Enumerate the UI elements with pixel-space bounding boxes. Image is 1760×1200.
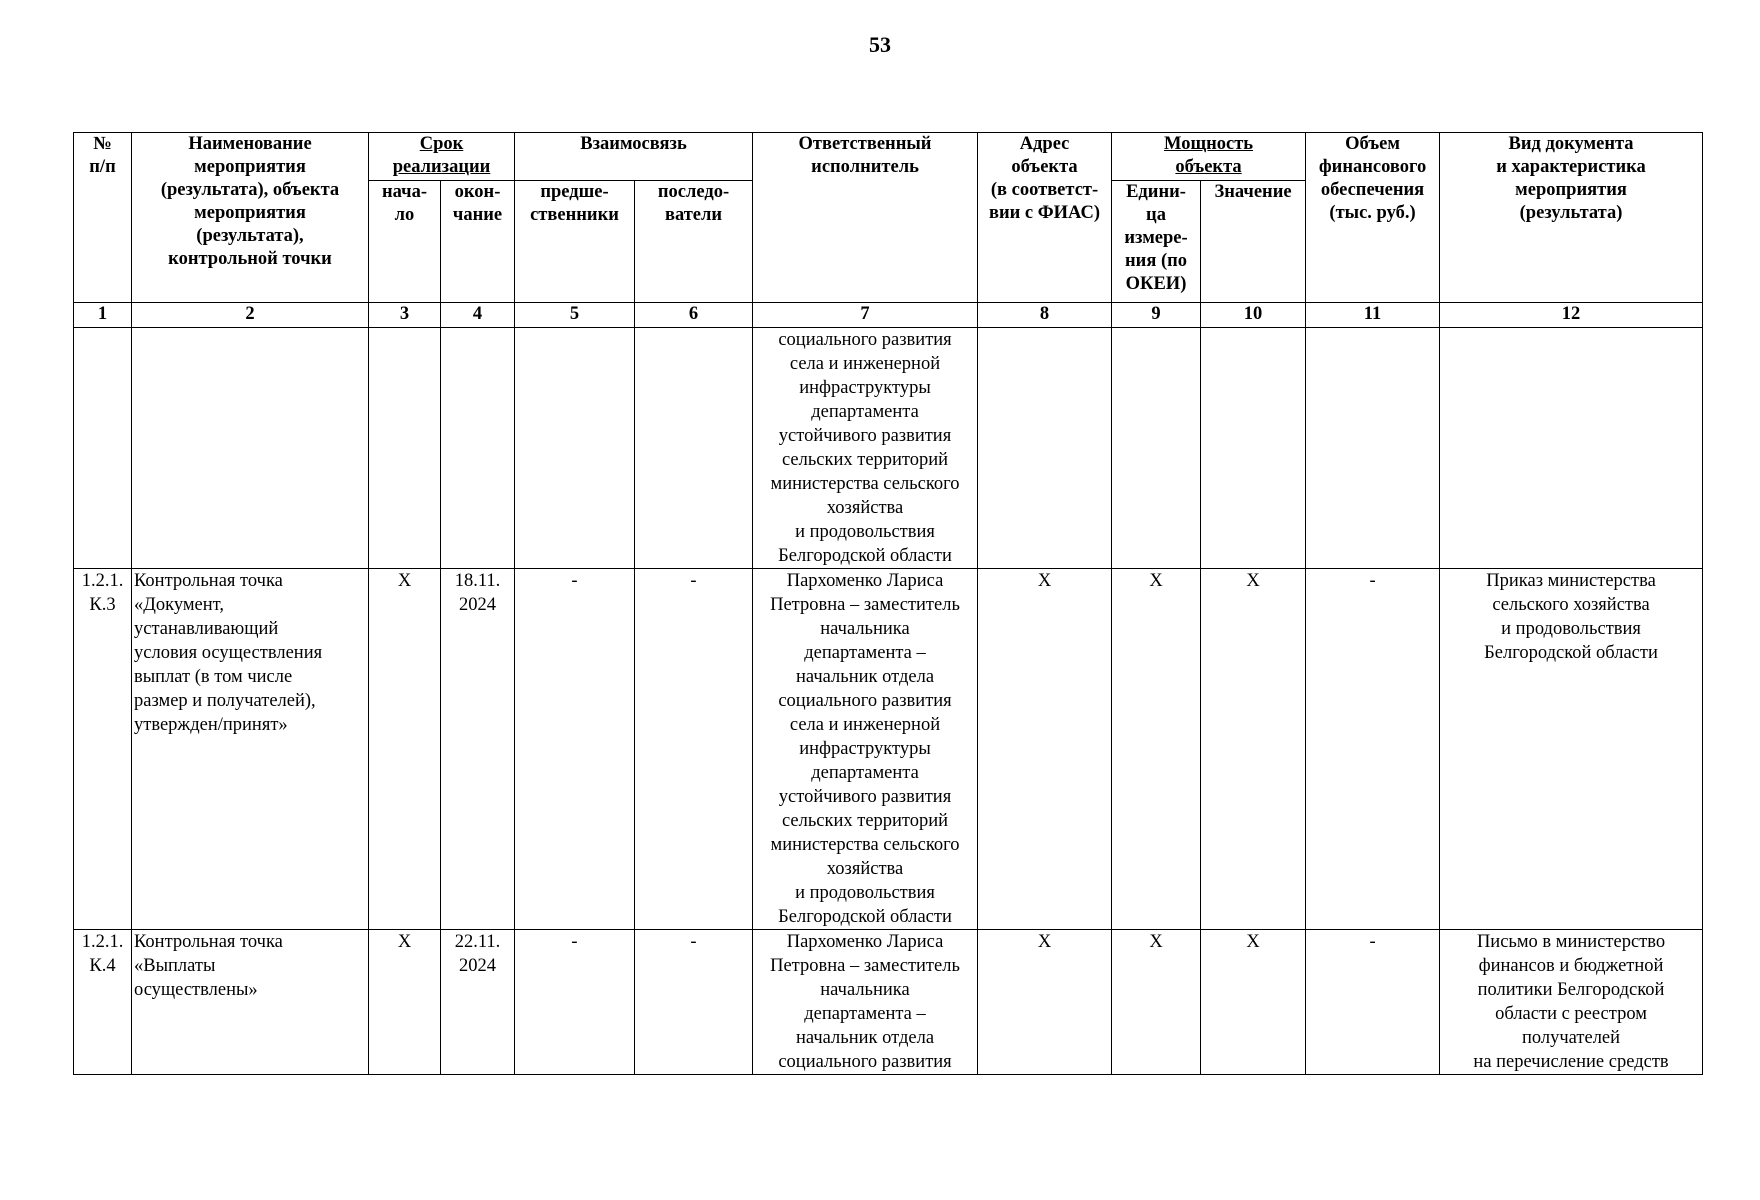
header-obem: Объем финансового обеспечения (тыс. руб.) xyxy=(1306,133,1440,303)
cell-edin: Х xyxy=(1112,930,1201,1075)
col-number: 2 xyxy=(132,303,369,328)
header-vid: Вид документа и характеристика мероприятия (результата) xyxy=(1440,133,1703,303)
cell-vid: Письмо в министерство финансов и бюджетной политики Белгородской области с реестром получателей на перечисление средств xyxy=(1440,930,1703,1075)
cell-obem xyxy=(1306,328,1440,569)
cell-adres: Х xyxy=(978,569,1112,930)
cell-posl xyxy=(635,328,753,569)
cell-adres: Х xyxy=(978,930,1112,1075)
col-number: 5 xyxy=(515,303,635,328)
cell-start xyxy=(369,328,441,569)
cell-vid: Приказ министерства сельского хозяйства и продовольствия Белгородской области xyxy=(1440,569,1703,930)
cell-otv: социального развития села и инженерной инфраструктуры департамента устойчивого развития сельских территорий министерства сельского хозяйства и продовольствия Белгородской области xyxy=(753,328,978,569)
cell-obem: - xyxy=(1306,930,1440,1075)
cell-name xyxy=(132,328,369,569)
cell-num: 1.2.1. К.3 xyxy=(74,569,132,930)
cell-znach xyxy=(1201,328,1306,569)
cell-num: 1.2.1. К.4 xyxy=(74,930,132,1075)
col-number: 6 xyxy=(635,303,753,328)
cell-start: Х xyxy=(369,569,441,930)
cell-start: Х xyxy=(369,930,441,1075)
cell-obem: - xyxy=(1306,569,1440,930)
cell-pred: - xyxy=(515,569,635,930)
header-start: нача- ло xyxy=(369,181,441,303)
col-number: 10 xyxy=(1201,303,1306,328)
col-number: 1 xyxy=(74,303,132,328)
cell-end xyxy=(441,328,515,569)
page-number: 53 xyxy=(869,32,891,57)
col-number: 9 xyxy=(1112,303,1201,328)
header-num: № п/п xyxy=(74,133,132,303)
cell-end: 18.11. 2024 xyxy=(441,569,515,930)
cell-vid xyxy=(1440,328,1703,569)
col-number: 12 xyxy=(1440,303,1703,328)
header-pred: предше- ственники xyxy=(515,181,635,303)
cell-pred xyxy=(515,328,635,569)
header-posl: последо- ватели xyxy=(635,181,753,303)
header-name: Наименование мероприятия (результата), объекта мероприятия (результата), контрольной точки xyxy=(132,133,369,303)
cell-name: Контрольная точка «Выплаты осуществлены» xyxy=(132,930,369,1075)
table-row xyxy=(74,569,1703,930)
col-number: 4 xyxy=(441,303,515,328)
header-moshch: Мощность объекта xyxy=(1112,133,1306,181)
plan-table xyxy=(73,132,1703,1075)
table-row xyxy=(74,328,1703,569)
col-number: 3 xyxy=(369,303,441,328)
col-number: 8 xyxy=(978,303,1112,328)
col-number: 11 xyxy=(1306,303,1440,328)
cell-edin: Х xyxy=(1112,569,1201,930)
cell-adres xyxy=(978,328,1112,569)
header-adres: Адрес объекта (в соответст- вии с ФИАС) xyxy=(978,133,1112,303)
cell-posl: - xyxy=(635,569,753,930)
header-znach: Значение xyxy=(1201,181,1306,303)
cell-znach: Х xyxy=(1201,930,1306,1075)
header-end: окон- чание xyxy=(441,181,515,303)
cell-otv: Пархоменко Лариса Петровна – заместитель начальника департамента – начальник отдела социального развития села и инженерной инфраструктуры департамента устойчивого развития сельских территорий министерства сельского хозяйства и продовольствия Белгородской области xyxy=(753,569,978,930)
header-vzaim: Взаимосвязь xyxy=(515,133,753,181)
cell-end: 22.11. 2024 xyxy=(441,930,515,1075)
cell-num xyxy=(74,328,132,569)
table-row xyxy=(74,930,1703,1075)
cell-name: Контрольная точка «Документ, устанавливающий условия осуществления выплат (в том числе размер и получателей), утвержден/принят» xyxy=(132,569,369,930)
cell-znach: Х xyxy=(1201,569,1306,930)
cell-posl: - xyxy=(635,930,753,1075)
cell-pred: - xyxy=(515,930,635,1075)
cell-edin xyxy=(1112,328,1201,569)
header-edin: Едини- ца измере- ния (по ОКЕИ) xyxy=(1112,181,1201,303)
col-number: 7 xyxy=(753,303,978,328)
header-srok: Срок реализации xyxy=(369,133,515,181)
header-otv: Ответственный исполнитель xyxy=(753,133,978,303)
cell-otv: Пархоменко Лариса Петровна – заместитель начальника департамента – начальник отдела социального развития xyxy=(753,930,978,1075)
